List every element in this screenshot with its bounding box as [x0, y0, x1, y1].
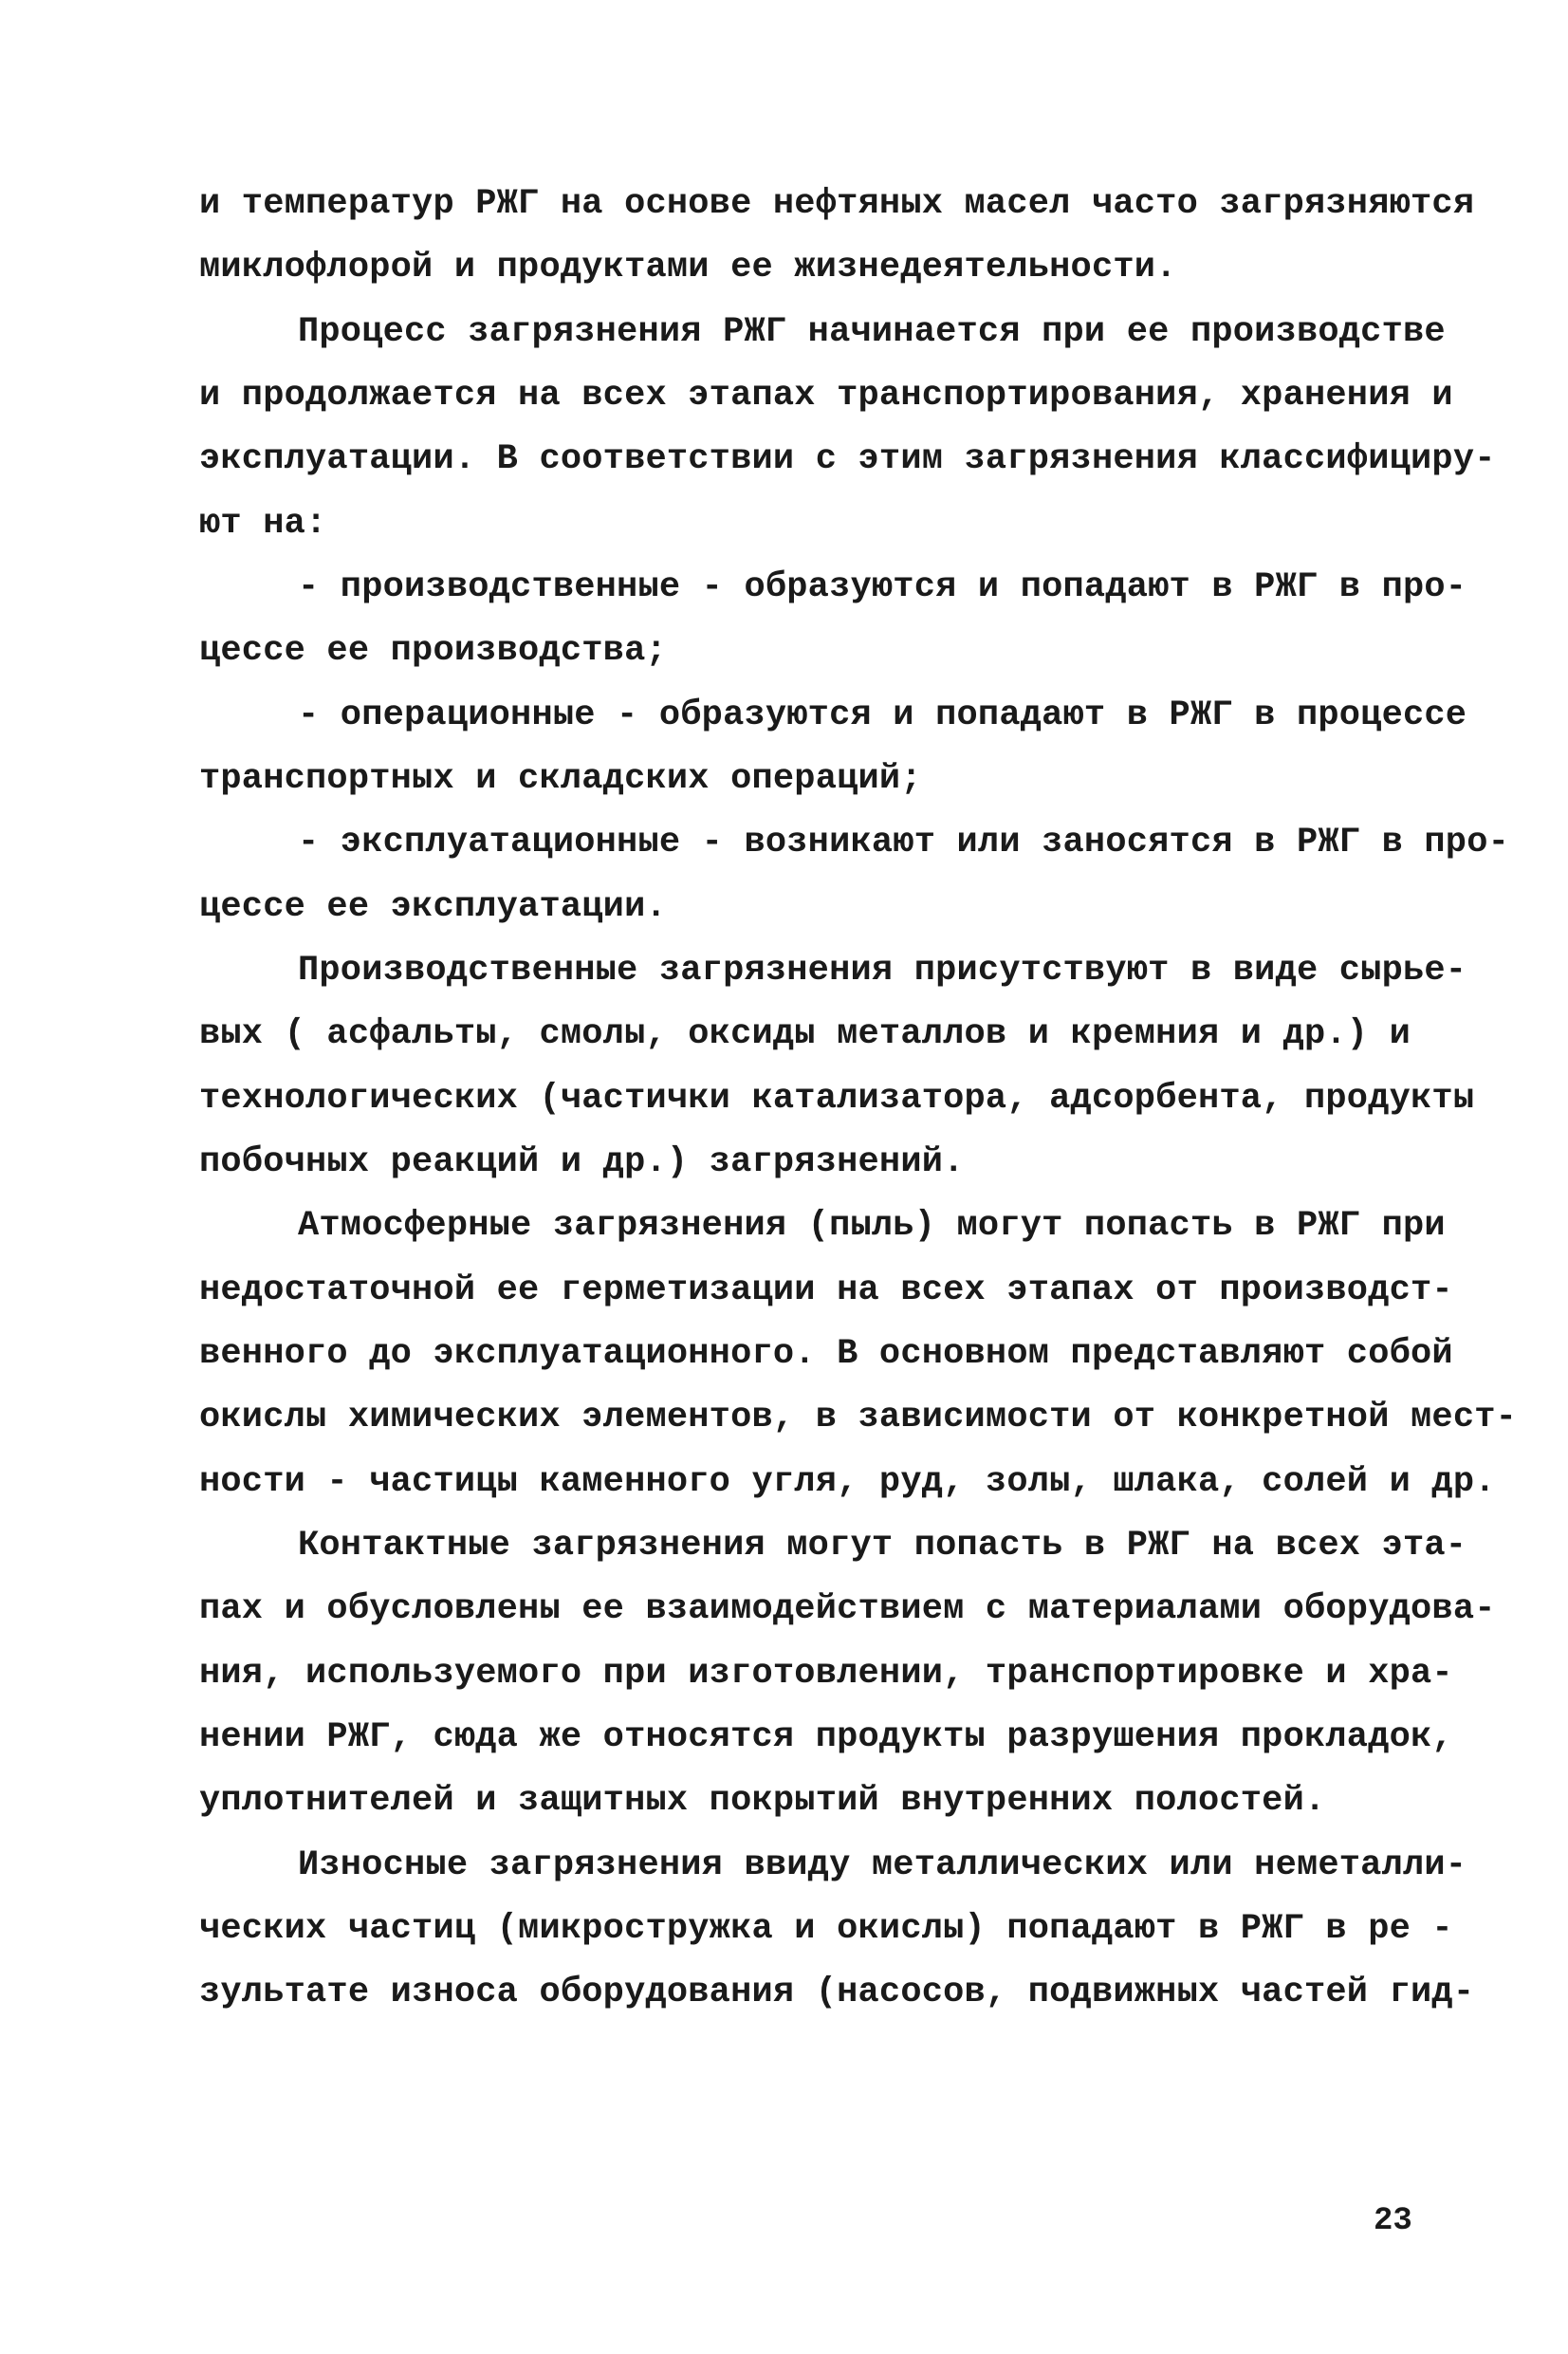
text-line: - операционные - образуются и попадают в РЖГ в процессе: [298, 695, 1467, 735]
text-line: ческих частиц (микростружка и окислы) попадают в РЖГ в ре -: [199, 1909, 1453, 1949]
text-line: Процесс загрязнения РЖГ начинается при ее производстве: [298, 312, 1446, 352]
text-line: зультате износа оборудования (насосов, подвижных частей гид-: [199, 1973, 1475, 2012]
text-line: ют на:: [199, 504, 327, 544]
text-line: побочных реакций и др.) загрязнений.: [199, 1142, 965, 1182]
text-line: вых ( асфальты, смолы, оксиды металлов и кремния и др.) и: [199, 1014, 1411, 1054]
text-line: нении РЖГ, сюда же относятся продукты разрушения прокладок,: [199, 1717, 1453, 1757]
text-line: эксплуатации. В соответствии с этим загрязнения классифициру-: [199, 439, 1496, 479]
text-line: венного до эксплуатационного. В основном представляют собой: [199, 1334, 1453, 1374]
text-line: Контактные загрязнения могут попасть в РЖГ на всех эта-: [298, 1526, 1467, 1566]
text-line: ности - частицы каменного угля, руд, золы, шлака, солей и др.: [199, 1462, 1496, 1502]
text-line: ния, используемого при изготовлении, транспортировке и хра-: [199, 1654, 1453, 1694]
text-line: окислы химических элементов, в зависимости от конкретной мест-: [199, 1398, 1518, 1437]
text-line: уплотнителей и защитных покрытий внутренних полостей.: [199, 1781, 1326, 1821]
text-line: технологических (частички катализатора, адсорбента, продукты: [199, 1079, 1475, 1119]
text-line: Износные загрязнения ввиду металлических или неметалли-: [298, 1845, 1467, 1885]
text-line: пах и обусловлены ее взаимодействием с материалами оборудова-: [199, 1589, 1496, 1629]
text-line: и температур РЖГ на основе нефтяных масел часто загрязняются: [199, 184, 1475, 224]
page-number: 23: [1374, 2203, 1412, 2239]
text-line: недостаточной ее герметизации на всех этапах от производст-: [199, 1270, 1453, 1310]
text-line: цессе ее эксплуатации.: [199, 887, 667, 927]
text-line: Атмосферные загрязнения (пыль) могут попасть в РЖГ при: [298, 1206, 1446, 1246]
text-line: цессе ее производства;: [199, 631, 667, 671]
text-line: - производственные - образуются и попадают в РЖГ в про-: [298, 567, 1467, 607]
text-line: Производственные загрязнения присутствуют в виде сырье-: [298, 951, 1467, 991]
text-line: транспортных и складских операций;: [199, 759, 922, 799]
text-line: и продолжается на всех этапах транспортирования, хранения и: [199, 376, 1453, 416]
text-line: - эксплуатационные - возникают или заносятся в РЖГ в про-: [298, 823, 1510, 862]
text-line: миклофлорой и продуктами ее жизнедеятельности.: [199, 248, 1177, 287]
